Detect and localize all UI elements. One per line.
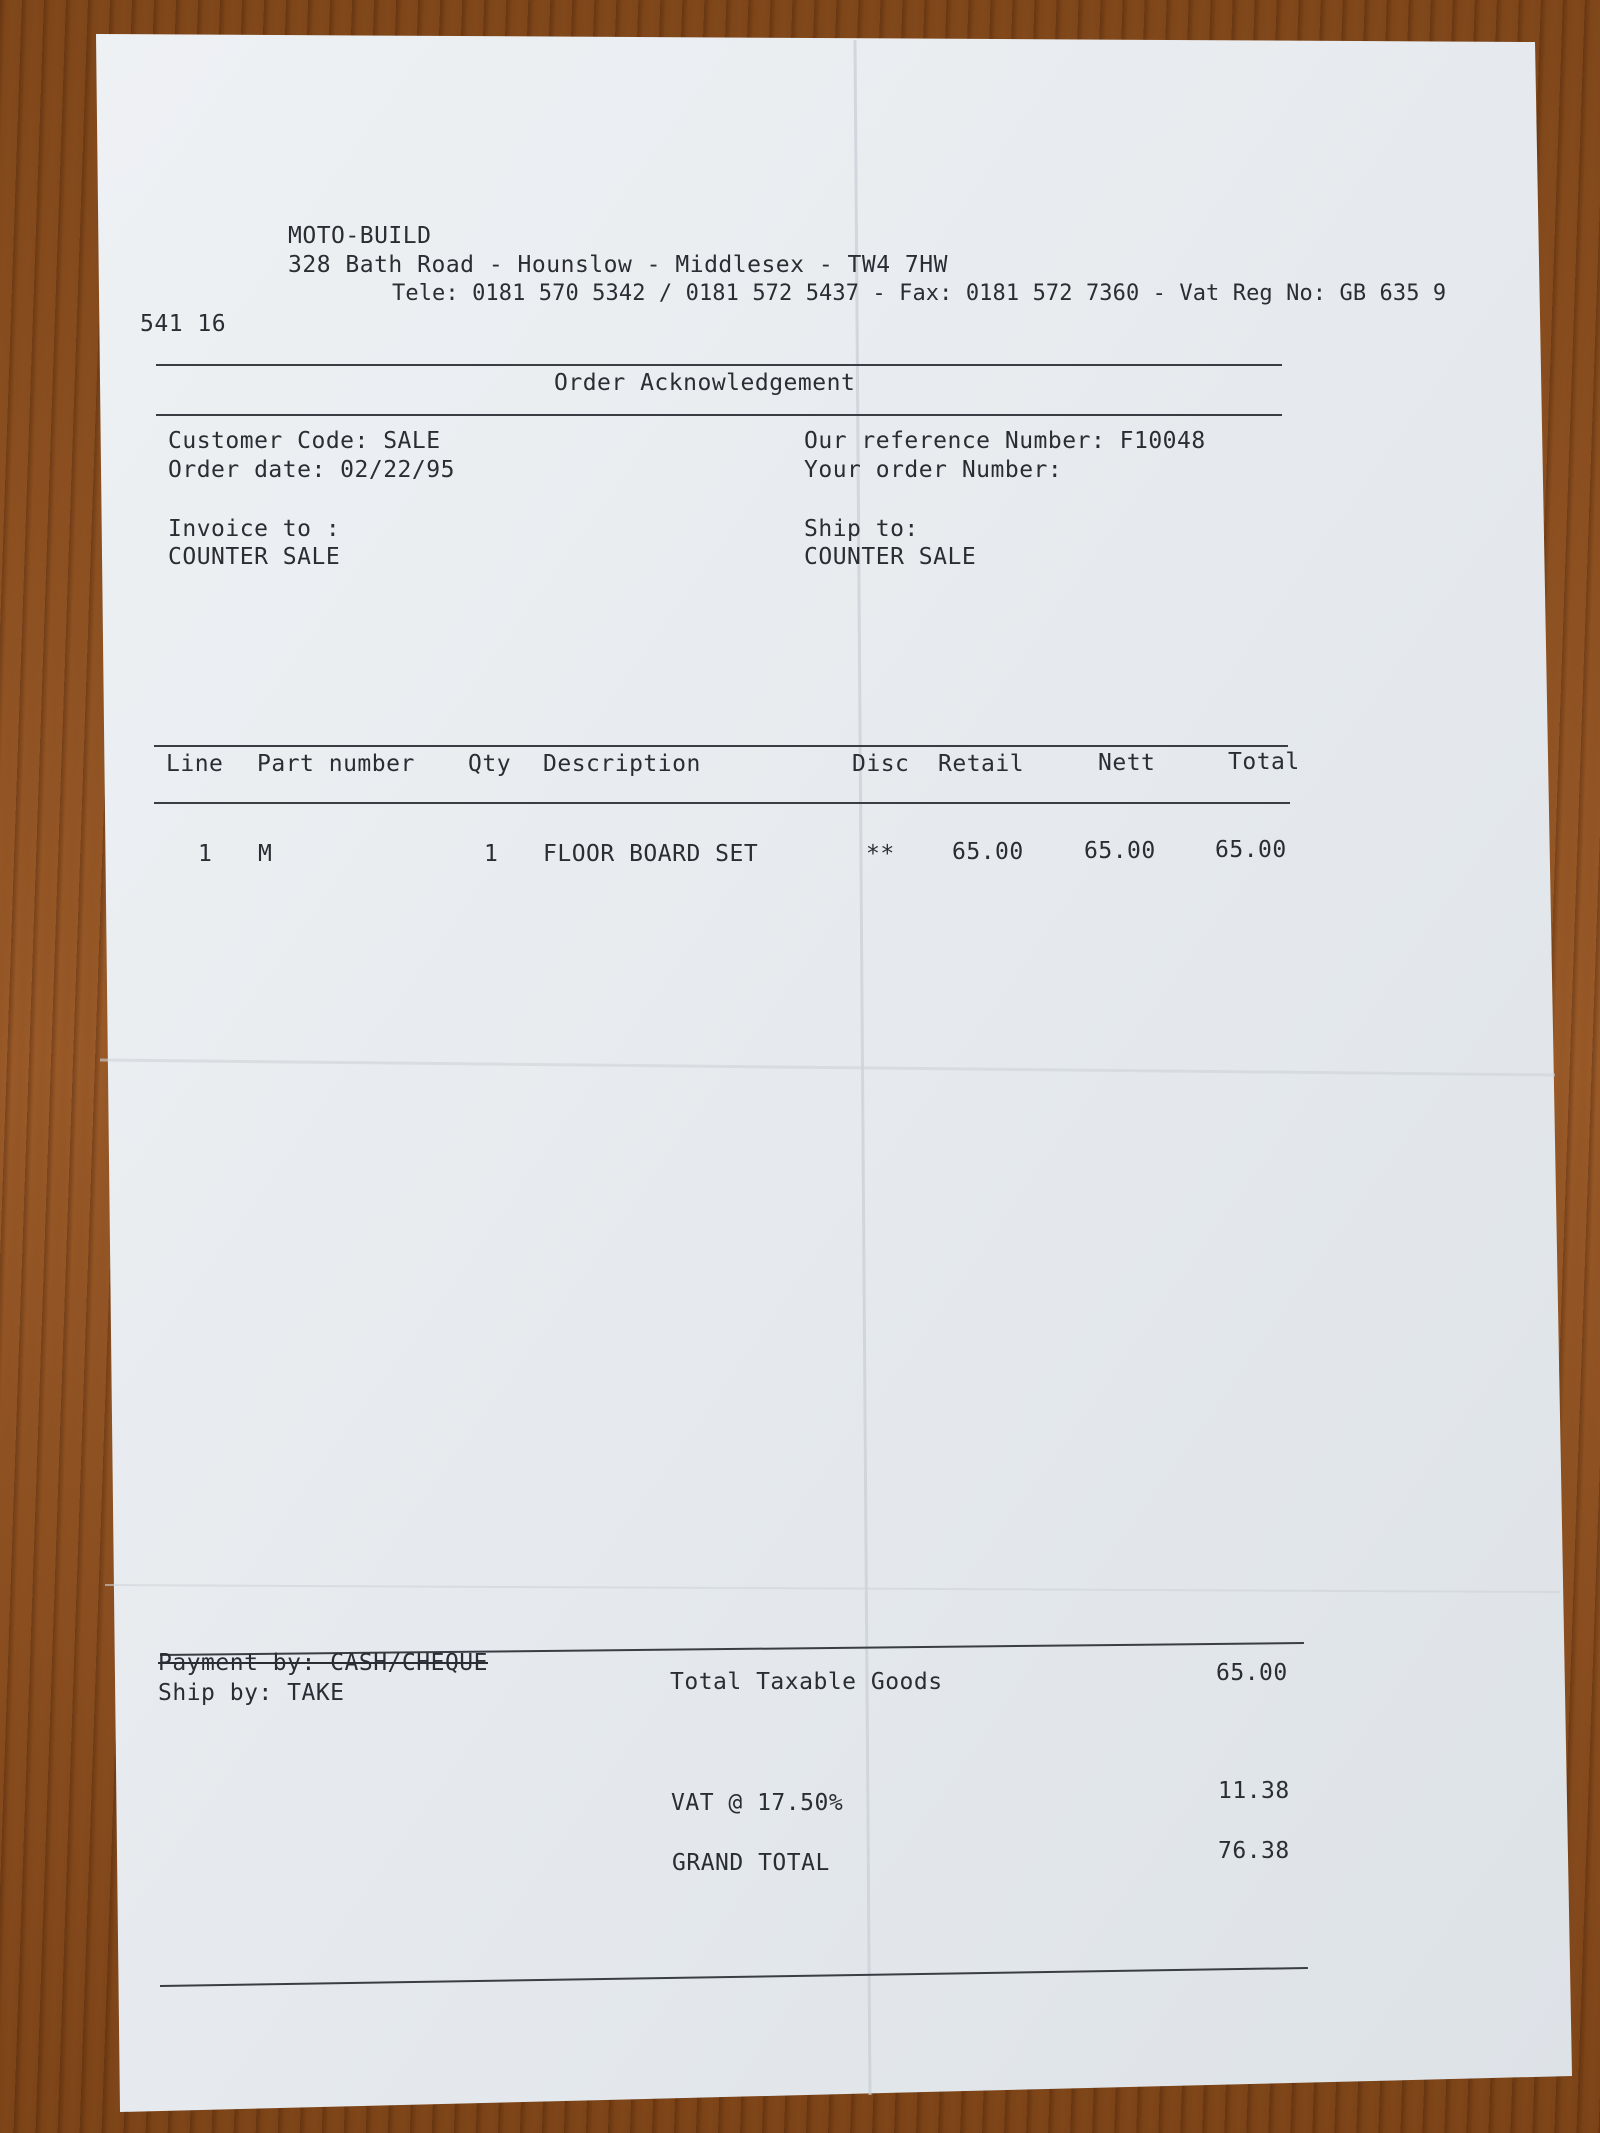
ship-to-value: COUNTER SALE bbox=[804, 544, 977, 570]
your-order-number: Your order Number: bbox=[804, 457, 1063, 483]
vat-value: 11.38 bbox=[1218, 1778, 1290, 1804]
company-name: MOTO-BUILD bbox=[288, 223, 432, 249]
company-contact-wrap: 541 16 bbox=[140, 311, 227, 337]
document-title: Order Acknowledgement bbox=[554, 370, 856, 396]
header-disc: Disc bbox=[852, 751, 910, 777]
table-header-rule bbox=[154, 802, 1290, 804]
cell-description: FLOOR BOARD SET bbox=[543, 841, 759, 867]
ship-by: Ship by: TAKE bbox=[158, 1680, 345, 1706]
title-bottom-rule bbox=[156, 414, 1282, 416]
title-top-rule bbox=[156, 364, 1282, 366]
cell-retail: 65.00 bbox=[952, 839, 1024, 865]
header-description: Description bbox=[543, 751, 701, 777]
cell-disc: ** bbox=[866, 841, 895, 867]
customer-code: Customer Code: SALE bbox=[168, 428, 441, 454]
cell-total: 65.00 bbox=[1215, 837, 1287, 863]
payment-method: Payment by: CASH/CHEQUE bbox=[158, 1650, 488, 1676]
our-reference: Our reference Number: F10048 bbox=[804, 428, 1206, 454]
header-part-number: Part number bbox=[257, 751, 415, 777]
grand-total-label: GRAND TOTAL bbox=[672, 1850, 830, 1876]
header-total: Total bbox=[1228, 749, 1300, 775]
cell-nett: 65.00 bbox=[1084, 838, 1156, 864]
invoice-to-label: Invoice to : bbox=[168, 516, 341, 542]
cell-part-number: M bbox=[258, 841, 273, 867]
taxable-goods-label: Total Taxable Goods bbox=[670, 1669, 943, 1695]
invoice-to-value: COUNTER SALE bbox=[168, 544, 341, 570]
grand-total-value: 76.38 bbox=[1218, 1838, 1290, 1864]
header-qty: Qty bbox=[468, 751, 512, 777]
header-nett: Nett bbox=[1098, 750, 1156, 776]
table-top-rule bbox=[154, 745, 1288, 747]
ship-to-label: Ship to: bbox=[804, 516, 919, 542]
company-address: 328 Bath Road - Hounslow - Middlesex - TW4 7HW bbox=[288, 252, 948, 278]
taxable-goods-value: 65.00 bbox=[1216, 1660, 1288, 1686]
order-date: Order date: 02/22/95 bbox=[168, 457, 455, 483]
vat-label: VAT @ 17.50% bbox=[671, 1790, 844, 1816]
cell-qty: 1 bbox=[484, 841, 499, 867]
header-retail: Retail bbox=[938, 751, 1025, 777]
header-line: Line bbox=[166, 751, 224, 777]
cell-line: 1 bbox=[198, 841, 213, 867]
company-contact: Tele: 0181 570 5342 / 0181 572 5437 - Fax: 0181 572 7360 - Vat Reg No: GB 635 9 bbox=[392, 281, 1447, 306]
